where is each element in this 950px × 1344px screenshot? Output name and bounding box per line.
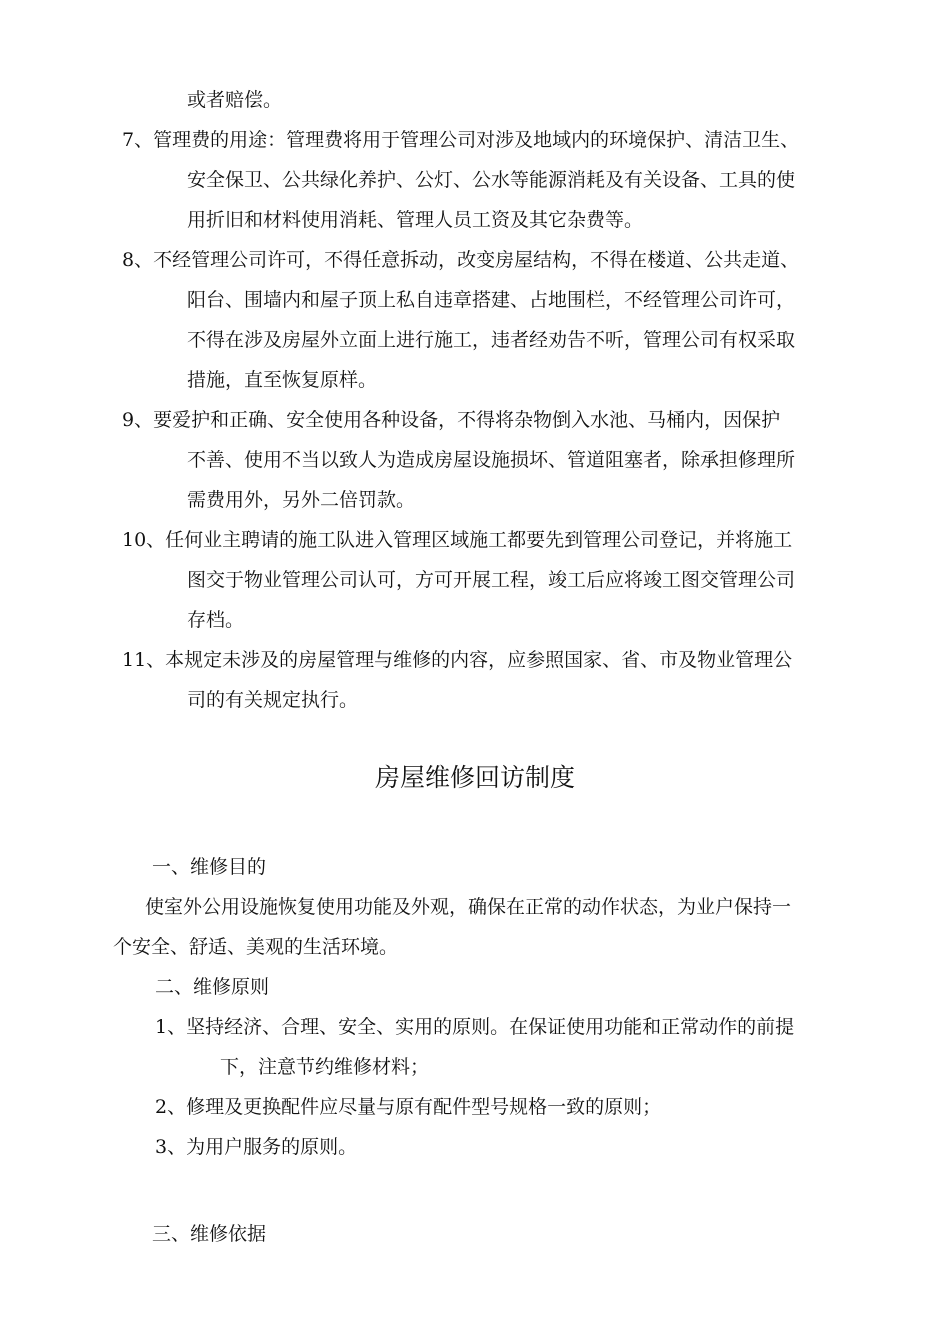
rule-item-8-line-2: 阳台、围墙内和屋子顶上私自违章搭建、占地围栏，不经管理公司许可， — [187, 289, 796, 311]
section-3-heading: 三、维修依据 — [152, 1223, 267, 1245]
principle-3: 3、为用户服务的原则。 — [155, 1136, 358, 1158]
section-1-line-2: 个安全、舒适、美观的生活环境。 — [113, 936, 399, 958]
principle-2: 2、修理及更换配件应尽量与原有配件型号规格一致的原则； — [155, 1096, 662, 1118]
principle-1-line-2: 下，注意节约维修材料； — [220, 1056, 430, 1078]
rule-item-10-line-1: 10、任何业主聘请的施工队进入管理区域施工都要先到管理公司登记，并将施工 — [122, 529, 793, 551]
rule-item-8-line-4: 措施，直至恢复原样。 — [187, 369, 378, 391]
rule-item-10-line-2: 图交于物业管理公司认可，方可开展工程，竣工后应将竣工图交管理公司 — [187, 569, 796, 591]
continuation-text: 或者赔偿。 — [187, 89, 283, 111]
rule-item-8-line-1: 8、不经管理公司许可，不得任意拆动，改变房屋结构，不得在楼道、公共走道、 — [122, 249, 800, 271]
rule-item-11-line-1: 11、本规定未涉及的房屋管理与维修的内容，应参照国家、省、市及物业管理公 — [122, 649, 793, 671]
rule-item-8-line-3: 不得在涉及房屋外立面上进行施工，违者经劝告不听，管理公司有权采取 — [187, 329, 796, 351]
rule-item-9-line-2: 不善、使用不当以致人为造成房屋设施损坏、管道阻塞者，除承担修理所 — [187, 449, 796, 471]
section-1-heading: 一、维修目的 — [152, 856, 267, 878]
principle-1-line-1: 1、坚持经济、合理、安全、实用的原则。在保证使用功能和正常动作的前提 — [155, 1016, 795, 1038]
rule-item-7-line-3: 用折旧和材料使用消耗、管理人员工资及其它杂费等。 — [187, 209, 644, 231]
rule-item-9-line-3: 需费用外，另外二倍罚款。 — [187, 489, 416, 511]
section-title: 房屋维修回访制度 — [375, 763, 576, 792]
section-2-heading: 二、维修原则 — [155, 976, 270, 998]
rule-item-10-line-3: 存档。 — [187, 609, 245, 631]
rule-item-9-line-1: 9、要爱护和正确、安全使用各种设备，不得将杂物倒入水池、马桶内，因保护 — [122, 409, 781, 431]
section-1-line-1: 使室外公用设施恢复使用功能及外观，确保在正常的动作状态，为业户保持一 — [145, 896, 792, 918]
rule-item-7-line-1: 7、管理费的用途：管理费将用于管理公司对涉及地域内的环境保护、清洁卫生、 — [122, 129, 800, 151]
rule-item-7-line-2: 安全保卫、公共绿化养护、公灯、公水等能源消耗及有关设备、工具的使 — [187, 169, 796, 191]
rule-item-11-line-2: 司的有关规定执行。 — [187, 689, 359, 711]
